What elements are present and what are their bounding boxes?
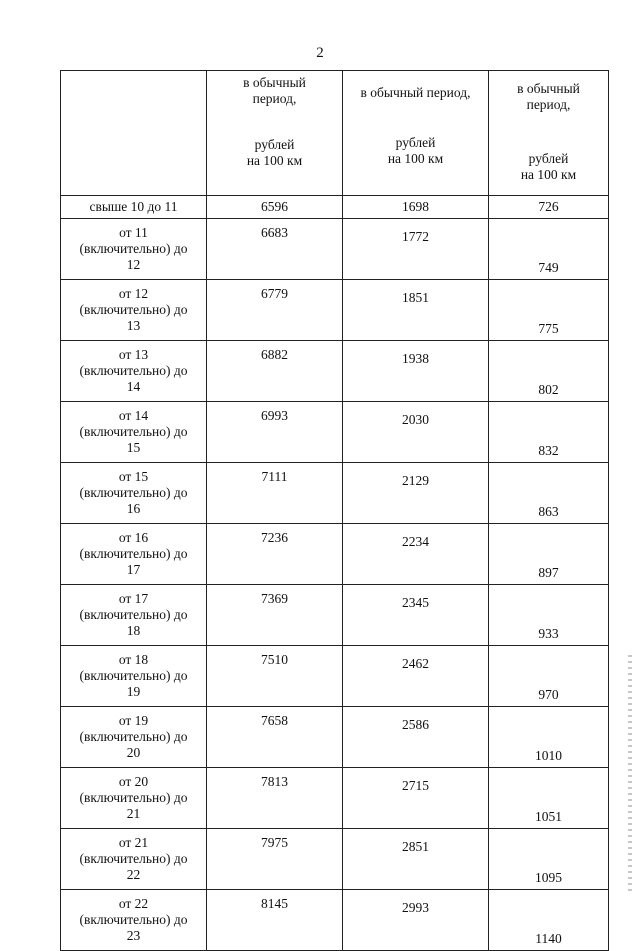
range-line: (включительно) до xyxy=(79,546,188,561)
value-cell-3: 933 xyxy=(489,585,609,646)
range-cell xyxy=(61,707,207,768)
value-cell-1: 6683 xyxy=(207,219,343,280)
range-line: от 21 xyxy=(118,835,149,850)
range-cell xyxy=(61,402,207,463)
range-cell xyxy=(61,463,207,524)
range-line: 15 xyxy=(126,440,141,455)
range-line: (включительно) до xyxy=(79,668,188,683)
value-cell-3: 970 xyxy=(489,646,609,707)
tariff-table xyxy=(60,70,609,951)
value-cell-3: 802 xyxy=(489,341,609,402)
header-1-line-4: на 100 км xyxy=(246,153,303,168)
value-cell-2: 2030 xyxy=(343,402,489,463)
range-line: 21 xyxy=(126,806,141,821)
range-line: 18 xyxy=(126,623,141,638)
header-1-line-1: в обычный xyxy=(243,75,306,90)
range-cell xyxy=(61,280,207,341)
value-cell-1: 7111 xyxy=(207,463,343,524)
range-line: 14 xyxy=(126,379,141,394)
value-cell-1: 7236 xyxy=(207,524,343,585)
range-line: от 12 xyxy=(118,286,149,301)
value-cell-1: 6882 xyxy=(207,341,343,402)
value-cell-3: 1095 xyxy=(489,829,609,890)
range-line: от 14 xyxy=(118,408,149,423)
table-row xyxy=(61,890,609,951)
header-3-line-2: период, xyxy=(526,97,571,112)
value-cell-1: 8145 xyxy=(207,890,343,951)
range-line: от 15 xyxy=(118,469,149,484)
table-row xyxy=(61,524,609,585)
value-cell-3: 1140 xyxy=(489,890,609,951)
table-row xyxy=(61,402,609,463)
range-line: (включительно) до xyxy=(79,912,188,927)
header-3-line-4: на 100 км xyxy=(520,167,577,182)
table-row xyxy=(61,646,609,707)
header-cell-2 xyxy=(343,71,489,196)
header-1-line-2: период, xyxy=(252,91,297,106)
range-line: 13 xyxy=(126,318,141,333)
value-cell-2: 2586 xyxy=(343,707,489,768)
value-cell-1: 7658 xyxy=(207,707,343,768)
table-row xyxy=(61,707,609,768)
value-cell-1: 7510 xyxy=(207,646,343,707)
header-cell-3 xyxy=(489,71,609,196)
range-line: (включительно) до xyxy=(79,363,188,378)
range-line: от 22 xyxy=(118,896,149,911)
range-line: (включительно) до xyxy=(79,790,188,805)
value-cell-3: 749 xyxy=(489,219,609,280)
header-1-line-3: рублей xyxy=(254,137,295,152)
range-line: (включительно) до xyxy=(79,607,188,622)
value-cell-2: 1698 xyxy=(343,196,489,219)
value-cell-2: 2345 xyxy=(343,585,489,646)
value-cell-3: 1051 xyxy=(489,768,609,829)
header-cell-1 xyxy=(207,71,343,196)
range-cell xyxy=(61,196,207,219)
range-line: 12 xyxy=(126,257,141,272)
value-cell-1: 7813 xyxy=(207,768,343,829)
range-line: (включительно) до xyxy=(79,851,188,866)
scan-edge-mark xyxy=(628,655,632,895)
range-cell xyxy=(61,219,207,280)
table-row xyxy=(61,219,609,280)
header-row xyxy=(61,71,609,196)
table-row xyxy=(61,768,609,829)
range-line: (включительно) до xyxy=(79,241,188,256)
header-3-line-1: в обычный xyxy=(517,81,580,96)
value-cell-2: 2234 xyxy=(343,524,489,585)
range-line: (включительно) до xyxy=(79,729,188,744)
range-cell xyxy=(61,890,207,951)
value-cell-3: 1010 xyxy=(489,707,609,768)
value-cell-3: 897 xyxy=(489,524,609,585)
value-cell-3: 726 xyxy=(489,196,609,219)
range-line: 23 xyxy=(126,928,141,943)
range-line: (включительно) до xyxy=(79,302,188,317)
range-cell xyxy=(61,768,207,829)
header-2-line-1: в обычный период, xyxy=(360,85,471,100)
range-line: 20 xyxy=(126,745,141,760)
range-line: от 18 xyxy=(118,652,149,667)
value-cell-2: 2129 xyxy=(343,463,489,524)
value-cell-1: 6993 xyxy=(207,402,343,463)
range-cell xyxy=(61,524,207,585)
table-row xyxy=(61,585,609,646)
range-line: от 16 xyxy=(118,530,149,545)
value-cell-1: 7975 xyxy=(207,829,343,890)
range-line: 16 xyxy=(126,501,141,516)
value-cell-2: 1851 xyxy=(343,280,489,341)
range-line: (включительно) до xyxy=(79,485,188,500)
range-line: от 13 xyxy=(118,347,149,362)
value-cell-1: 6596 xyxy=(207,196,343,219)
range-line: от 11 xyxy=(119,225,148,240)
value-cell-2: 2462 xyxy=(343,646,489,707)
range-line: от 19 xyxy=(118,713,149,728)
value-cell-1: 6779 xyxy=(207,280,343,341)
header-cell-range xyxy=(61,71,207,196)
range-cell xyxy=(61,341,207,402)
table-row xyxy=(61,280,609,341)
value-cell-2: 2851 xyxy=(343,829,489,890)
value-cell-2: 1772 xyxy=(343,219,489,280)
range-line: 17 xyxy=(126,562,141,577)
header-3-line-3: рублей xyxy=(528,151,569,166)
range-cell xyxy=(61,646,207,707)
range-line: от 20 xyxy=(118,774,149,789)
header-2-line-3: на 100 км xyxy=(387,151,444,166)
value-cell-2: 1938 xyxy=(343,341,489,402)
range-line: от 17 xyxy=(118,591,149,606)
range-line: свыше 10 до 11 xyxy=(89,199,178,214)
table-row xyxy=(61,463,609,524)
value-cell-3: 863 xyxy=(489,463,609,524)
table-row xyxy=(61,829,609,890)
table-row xyxy=(61,341,609,402)
table-row xyxy=(61,196,609,219)
value-cell-3: 832 xyxy=(489,402,609,463)
page-number: 2 xyxy=(316,45,324,61)
range-line: (включительно) до xyxy=(79,424,188,439)
value-cell-2: 2715 xyxy=(343,768,489,829)
value-cell-3: 775 xyxy=(489,280,609,341)
range-cell xyxy=(61,829,207,890)
value-cell-2: 2993 xyxy=(343,890,489,951)
range-line: 22 xyxy=(126,867,141,882)
header-2-line-2: рублей xyxy=(395,135,436,150)
range-cell xyxy=(61,585,207,646)
range-line: 19 xyxy=(126,684,141,699)
value-cell-1: 7369 xyxy=(207,585,343,646)
